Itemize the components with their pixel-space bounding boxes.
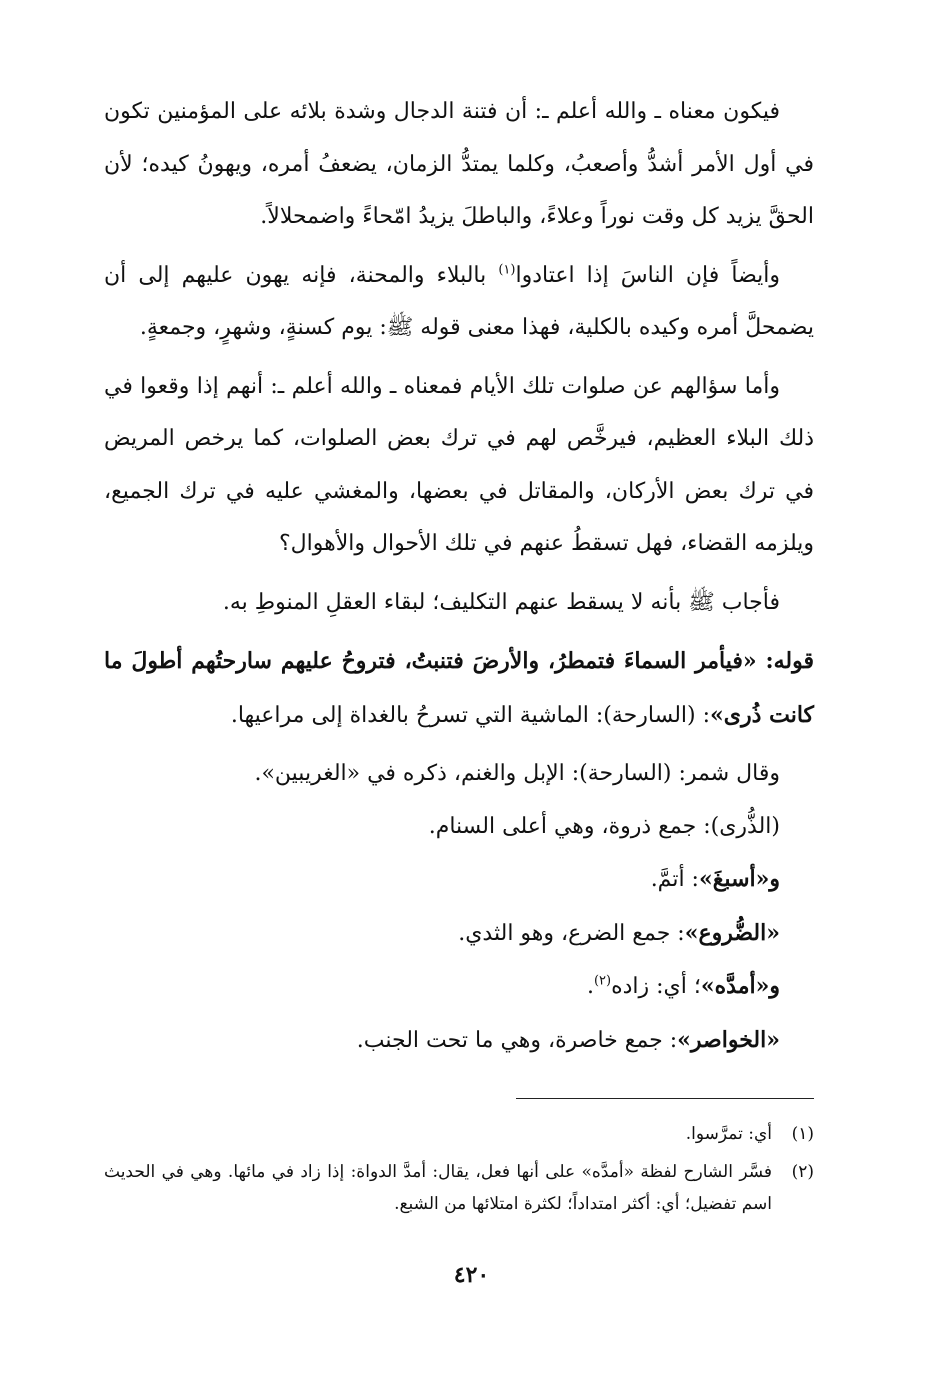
gloss-definition: ؛ أي: زاده [611,974,701,999]
gloss-end-mark: . [586,974,594,999]
gloss-definition: : جمع الضرع، وهو الثدي. [458,920,685,946]
gloss-term: «الضُّروع» [684,919,780,946]
hadith-quote-text: قوله: «فيأمر السماءَ فتمطرُ، والأرضَ فتنبتُ، فتروحُ عليهم سارحتُهم أطولَ ما كانت ذُرى» [104,648,814,728]
paragraph-4: فأجاب ﷺ بأنه لا يسقط عنهم التكليف؛ لبقاء العقلِ المنوطِ به. [222,589,780,615]
footnote-ref-2[interactable]: (٢) [593,973,612,989]
footnote-ref-1[interactable]: (١) [498,262,516,278]
gloss-term: و«أسبغَ» [698,866,780,892]
footnote-text: أي: تمرَّسوا. [685,1124,772,1144]
paragraph-2-end: بالبلاء والمحنة، فإنه يهون عليهم إلى أن يضمحلَّ أمره وكيده بالكلية، فهذا معنى قوله ﷺ: يوم كسنةٍ، وشهرٍ، وجمعةٍ. [104,262,814,340]
paragraph-3: وأما سؤالهم عن صلوات تلك الأيام فمعناه ـ والله أعلم ـ: أنهم إذا وقعوا في ذلك البلاء العظيم، فيرخَّص لهم في ترك بعض الصلوات، كما يرخص المريض في ترك بعض الأركان، والمقاتل في بعضها، والمغشي عليه في ترك الجميع، ويلزمه القضاء، فهل تسقطُ عنهم في تلك الأحوال والأهوال؟ [104,373,814,556]
hadith-quote-gloss: : (السارحة): الماشية التي تسرحُ بالغداة إلى مراعيها. [230,702,711,728]
gloss-durua [104,907,814,961]
paragraph-1: فيكون معناه ـ والله أعلم ـ: أن فتنة الدجال وشدة بلائه على المؤمنين تكون في أول الأمر أشدُّ وأصعبُ، وكلما يمتدُّ الزمان، يضعفُ أمره، ويهونُ كيده؛ لأن الحقَّ يزيد كل وقت نوراً وعلاءً، والباطلَ يزيدُ امّحاءً واضمحلالاً. [104,99,814,229]
gloss-dhura: (الذُّرى): جمع ذروة، وهي أعلى السنام. [428,813,780,839]
gloss-definition: : جمع خاصرة، وهي ما تحت الجنب. [356,1027,678,1053]
hadith-quote [104,635,814,742]
footnote-1 [104,1118,814,1150]
gloss-amaddahu [104,960,814,1014]
paragraph-2-start: وأيضاً فإن الناسَ إذا اعتادوا [515,262,781,288]
gloss-term: و«أمدَّه» [700,973,780,999]
footnote-2 [104,1156,814,1220]
paragraph-2 [104,250,814,355]
footnote-number: (٢) [791,1162,814,1182]
footnote-text: فسَّر الشارح لفظة «أمدَّه» على أنها فعل، يقال: أمدَّ الدواة: إذا زاد في مائها. وهي في الحديث اسم تفضيل؛ أي: أكثر امتداداً؛ لكثرة امتلائها من الشبع. [104,1162,772,1214]
gloss-definition: : أتمَّ. [650,867,699,892]
main-text [104,86,814,1067]
gloss-term: «الخواصر» [677,1026,780,1053]
gloss-asbagha [104,853,814,907]
page-number: ٤٢٠ [453,1262,490,1288]
gloss-khawasir [104,1014,814,1068]
footnote-number: (١) [791,1124,814,1144]
gloss-sariha: وقال شمر: (السارحة): الإبل والغنم، ذكره في «الغريبين». [254,761,780,786]
footnote-separator [516,1098,814,1099]
footnotes [104,1118,814,1226]
